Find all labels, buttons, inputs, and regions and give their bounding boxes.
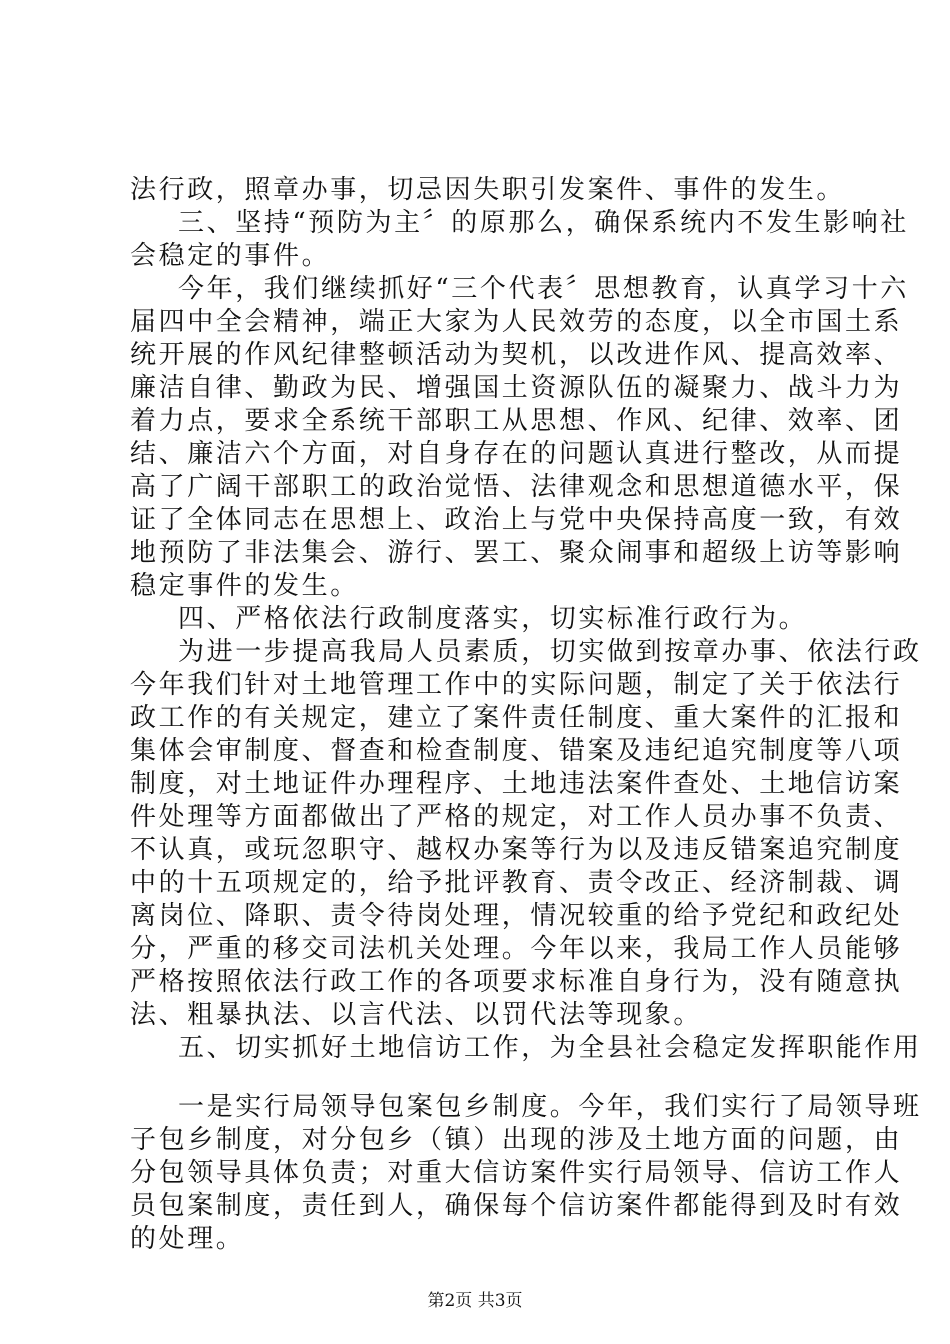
text-line: 件处理等方面都做出了严格的规定，对工作人员办事不负责、 [130, 802, 903, 832]
text-line: 会稳定的事件。 [130, 241, 331, 271]
text-line-last: 的处理。 [130, 1224, 245, 1254]
text-line: 子包乡制度，对分包乡（镇）出现的涉及土地方面的问题，由 [130, 1125, 903, 1155]
text-line: 高了广阔干部职工的政治觉悟、法律观念和思想道德水平，保 [130, 472, 903, 502]
text-line: 政工作的有关规定，建立了案件责任制度、重大案件的汇报和 [130, 703, 903, 733]
section-heading-3: 三、坚持“预防为主〞的原那么，确保系统内不发生影响社 [178, 208, 909, 238]
text-line: 统开展的作风纪律整顿活动为契机，以改进作风、提高效率、 [130, 340, 903, 370]
section-heading-5: 五、切实抓好土地信访工作，为全县社会稳定发挥职能作用 [178, 1033, 922, 1063]
text-line: 今年我们针对土地管理工作中的实际问题，制定了关于依法行 [130, 670, 903, 700]
text-line: 廉洁自律、勤政为民、增强国土资源队伍的凝聚力、战斗力为 [130, 373, 903, 403]
text-line: 今年，我们继续抓好“三个代表〞思想教育，认真学习十六 [178, 274, 909, 304]
text-line: 不认真，或玩忽职守、越权办案等行为以及违反错案追究制度 [130, 835, 903, 865]
text-line: 中的十五项规定的，给予批评教育、责令改正、经济制裁、调 [130, 868, 903, 898]
text-line: 制度，对土地证件办理程序、土地违法案件查处、土地信访案 [130, 769, 903, 799]
text-line: 法行政，照章办事，切忌因失职引发案件、事件的发生。 [130, 175, 846, 205]
page-number-footer: 第2页 共3页 [427, 1291, 523, 1311]
text-line: 员包案制度，责任到人，确保每个信访案件都能得到及时有效 [130, 1191, 903, 1221]
text-line: 分，严重的移交司法机关处理。今年以来，我局工作人员能够 [130, 934, 903, 964]
text-line: 地预防了非法集会、游行、罢工、聚众闹事和超级上访等影响 [130, 538, 903, 568]
text-line: 结、廉洁六个方面，对自身存在的问题认真进行整改，从而提 [130, 439, 903, 469]
text-line: 届四中全会精神，端正大家为人民效劳的态度，以全市国土系 [130, 307, 903, 337]
text-line: 着力点，要求全系统干部职工从思想、作风、纪律、效率、团 [130, 406, 903, 436]
text-line: 分包领导具体负责；对重大信访案件实行局领导、信访工作人 [130, 1158, 903, 1188]
text-line: 证了全体同志在思想上、政治上与党中央保持高度一致，有效 [130, 505, 903, 535]
text-line: 稳定事件的发生。 [130, 571, 359, 601]
text-line: 法、粗暴执法、以言代法、以罚代法等现象。 [130, 1000, 703, 1030]
text-line: 一是实行局领导包案包乡制度。今年，我们实行了局领导班 [178, 1092, 922, 1122]
text-line: 为进一步提高我局人员素质，切实做到按章办事、依法行政 [178, 637, 922, 667]
section-heading-4: 四、严格依法行政制度落实，切实标准行政行为。 [178, 604, 808, 634]
text-line: 严格按照依法行政工作的各项要求标准自身行为，没有随意执 [130, 967, 903, 997]
text-line: 集体会审制度、督查和检查制度、错案及违纪追究制度等八项 [130, 736, 903, 766]
text-line: 离岗位、降职、责令待岗处理，情况较重的给予党纪和政纪处 [130, 901, 903, 931]
